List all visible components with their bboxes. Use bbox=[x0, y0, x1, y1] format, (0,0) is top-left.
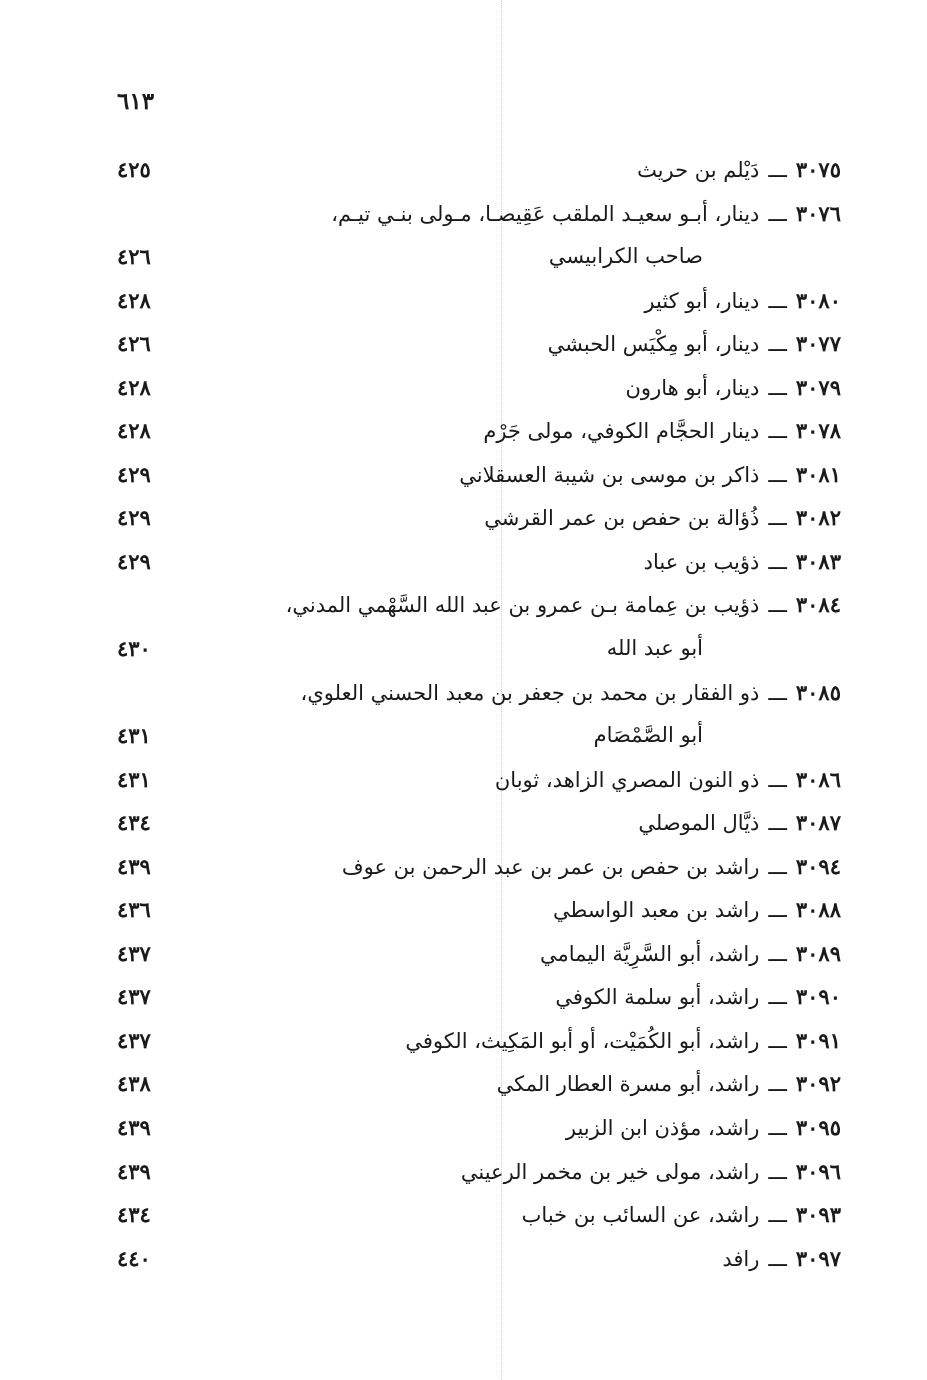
entry-continuation: أبو الصَّمْصَام bbox=[593, 723, 703, 748]
index-entry bbox=[0, 932, 927, 976]
entry-text bbox=[522, 1193, 841, 1238]
index-entry bbox=[0, 1019, 927, 1063]
index-entry bbox=[0, 148, 927, 192]
entry-separator: ـــ bbox=[768, 375, 787, 400]
entry-text bbox=[331, 192, 841, 237]
entry-page-number: ٤٣١ bbox=[117, 723, 151, 749]
entry-page-number: ٤٢٨ bbox=[117, 418, 151, 444]
entry-separator: ـــ bbox=[768, 898, 787, 923]
entry-page-number: ٤٢٥ bbox=[117, 157, 151, 182]
entry-name: ذو النون المصري الزاهد، ثوبان bbox=[494, 767, 760, 792]
entry-number: ٣٠٧٩ bbox=[795, 374, 841, 400]
entry-page-number: ٤٢٦ bbox=[117, 244, 151, 270]
entry-page-number: ٤٢٨ bbox=[117, 287, 151, 313]
entry-number: ٣٠٩٣ bbox=[795, 1202, 841, 1228]
index-entry bbox=[0, 279, 927, 323]
entry-text bbox=[638, 801, 841, 846]
entry-number: ٣٠٧٧ bbox=[795, 331, 841, 357]
entry-number: ٣٠٨٠ bbox=[795, 287, 841, 313]
entry-name: راشد، أبو سلمة الكوفي bbox=[555, 985, 760, 1010]
entry-text bbox=[484, 496, 841, 541]
entry-text bbox=[644, 540, 841, 585]
entry-page-number: ٤٣٧ bbox=[117, 1027, 151, 1053]
entry-number: ٣٠٩٤ bbox=[795, 853, 841, 879]
entry-number: ٣٠٧٨ bbox=[795, 418, 841, 444]
entry-number: ٣٠٩٧ bbox=[795, 1245, 841, 1271]
index-entry bbox=[0, 888, 927, 932]
entry-number: ٣٠٨٦ bbox=[795, 766, 841, 792]
entry-page-number: ٤٣٤ bbox=[117, 810, 151, 836]
entry-text bbox=[540, 932, 841, 977]
entry-separator: ـــ bbox=[768, 941, 787, 966]
entry-number: ٣٠٩٥ bbox=[795, 1115, 841, 1141]
entry-number: ٣٠٩٦ bbox=[795, 1158, 841, 1184]
entry-separator: ـــ bbox=[768, 985, 787, 1010]
entry-number: ٣٠٨٥ bbox=[795, 679, 841, 705]
entry-name: ذيَّال الموصلي bbox=[638, 811, 760, 836]
entry-name: ذُؤالة بن حفص بن عمر القرشي bbox=[484, 506, 760, 531]
entry-separator: ـــ bbox=[768, 767, 787, 792]
entry-name: راشد، مولى خير بن مخمر الرعيني bbox=[460, 1159, 760, 1184]
index-entry bbox=[0, 540, 927, 584]
entry-name: راشد، أبو السَّرِيَّة اليمامي bbox=[539, 941, 760, 966]
index-entry bbox=[0, 1150, 927, 1194]
index-entry bbox=[0, 758, 927, 802]
entry-number: ٣٠٩٠ bbox=[795, 984, 841, 1010]
entry-separator: ـــ bbox=[768, 811, 787, 836]
entry-page-number: ٤٣٤ bbox=[117, 1202, 151, 1228]
index-entry-continuation bbox=[0, 235, 927, 279]
entry-number: ٣٠٩١ bbox=[795, 1027, 841, 1053]
index-entry bbox=[0, 975, 927, 1019]
index-entry bbox=[0, 192, 927, 236]
entry-name: راشد بن معبد الواسطي bbox=[552, 898, 760, 923]
entry-page-number: ٤٢٩ bbox=[117, 461, 151, 487]
index-entry bbox=[0, 496, 927, 540]
page-number: ٦١٣ bbox=[117, 88, 155, 115]
entry-separator: ـــ bbox=[768, 1072, 787, 1097]
entry-name: دينار، أبـو سعيـد الملقب عَقِيصـا، مـولى بنـي تيـم، bbox=[331, 201, 760, 226]
entry-separator: ـــ bbox=[768, 332, 787, 357]
entry-page-number: ٤٣١ bbox=[117, 766, 151, 792]
entry-text bbox=[342, 845, 841, 890]
entry-page-number: ٤٤٠ bbox=[117, 1245, 151, 1271]
entry-text bbox=[553, 888, 841, 933]
entry-page-number: ٤٣٧ bbox=[117, 940, 151, 966]
entry-name: دينار، أبو هارون bbox=[625, 375, 760, 400]
entry-page-number: ٤٣٦ bbox=[117, 897, 151, 923]
entry-separator: ـــ bbox=[768, 680, 787, 705]
entry-separator: ـــ bbox=[768, 1159, 787, 1184]
index-entry bbox=[0, 801, 927, 845]
entry-page-number: ٤٢٦ bbox=[117, 331, 151, 357]
entry-separator: ـــ bbox=[768, 462, 787, 487]
entry-separator: ـــ bbox=[768, 1203, 787, 1228]
index-entry bbox=[0, 1193, 927, 1237]
entry-number: ٣٠٩٢ bbox=[795, 1071, 841, 1097]
entry-separator: ـــ bbox=[768, 1116, 787, 1141]
entry-separator: ـــ bbox=[768, 201, 787, 226]
entry-number: ٣٠٨٩ bbox=[795, 940, 841, 966]
entry-text bbox=[644, 279, 841, 324]
entry-number: ٣٠٧٥ bbox=[795, 157, 841, 182]
entry-name: دينار، أبو كثير bbox=[644, 288, 760, 313]
entry-page-number: ٤٣٩ bbox=[117, 1158, 151, 1184]
entry-page-number: ٤٣٧ bbox=[117, 984, 151, 1010]
entry-number: ٣٠٨٧ bbox=[795, 810, 841, 836]
entry-continuation: صاحب الكرابيسي bbox=[548, 244, 703, 269]
entry-name: دينار، أبو مِكْيَس الحبشي bbox=[547, 332, 760, 357]
entry-separator: ـــ bbox=[768, 593, 787, 618]
entry-text bbox=[405, 1019, 841, 1064]
entry-separator: ـــ bbox=[768, 419, 787, 444]
entry-text bbox=[722, 1237, 841, 1282]
entry-name: راشد، أبو مسرة العطار المكي bbox=[496, 1072, 760, 1097]
entry-name: دَيْلم بن حريث bbox=[637, 158, 760, 182]
entry-name: ذؤيب بن عِمامة بـن عمرو بن عبد الله السَّهْمي المدني، bbox=[285, 593, 760, 618]
index-entry bbox=[0, 1237, 927, 1281]
entry-text bbox=[548, 322, 841, 367]
entry-name: دينار الحجَّام الكوفي، مولى جَرْم bbox=[483, 419, 760, 444]
entry-page-number: ٤٣٩ bbox=[117, 1115, 151, 1141]
entry-name: ذاكر بن موسى بن شيبة العسقلاني bbox=[459, 462, 760, 487]
entry-text bbox=[461, 1150, 841, 1195]
entry-text bbox=[301, 671, 841, 716]
entry-text bbox=[566, 1106, 841, 1151]
entry-name: رافد bbox=[722, 1246, 760, 1271]
entry-page-number: ٤٢٩ bbox=[117, 548, 151, 574]
index-entry bbox=[0, 366, 927, 410]
entry-separator: ـــ bbox=[768, 1246, 787, 1271]
entry-separator: ـــ bbox=[768, 506, 787, 531]
index-entry bbox=[0, 409, 927, 453]
index-list bbox=[0, 148, 927, 1280]
entry-number: ٣٠٧٦ bbox=[795, 200, 841, 226]
index-entry-continuation bbox=[0, 627, 927, 671]
index-entry bbox=[0, 1062, 927, 1106]
entry-separator: ـــ bbox=[768, 549, 787, 574]
index-entry bbox=[0, 845, 927, 889]
entry-text bbox=[483, 409, 841, 454]
entry-name: راشد، أبو الكُمَيْت، أو أبو المَكِيث، الكوفي bbox=[405, 1028, 760, 1053]
entry-text bbox=[286, 583, 841, 628]
entry-text bbox=[495, 758, 841, 803]
entry-name: راشد، مؤذن ابن الزبير bbox=[565, 1116, 760, 1141]
entry-number: ٣٠٨٤ bbox=[795, 592, 841, 618]
entry-text bbox=[459, 453, 841, 498]
index-entry-continuation bbox=[0, 714, 927, 758]
entry-text bbox=[637, 148, 841, 193]
index-entry bbox=[0, 1106, 927, 1150]
index-entry bbox=[0, 453, 927, 497]
entry-number: ٣٠٨١ bbox=[795, 461, 841, 487]
entry-name: راشد بن حفص بن عمر بن عبد الرحمن بن عوف bbox=[341, 854, 760, 879]
entry-separator: ـــ bbox=[768, 854, 787, 879]
entry-name: ذو الفقار بن محمد بن جعفر بن معبد الحسني العلوي، bbox=[300, 680, 760, 705]
entry-page-number: ٤٣٩ bbox=[117, 853, 151, 879]
entry-separator: ـــ bbox=[768, 158, 787, 182]
entry-page-number: ٤٣٨ bbox=[117, 1071, 151, 1097]
entry-page-number: ٤٢٩ bbox=[117, 505, 151, 531]
entry-page-number: ٤٢٨ bbox=[117, 374, 151, 400]
index-entry bbox=[0, 671, 927, 715]
index-entry bbox=[0, 322, 927, 366]
entry-page-number: ٤٣٠ bbox=[117, 636, 151, 662]
entry-separator: ـــ bbox=[768, 1028, 787, 1053]
entry-text bbox=[497, 1062, 841, 1107]
entry-text bbox=[626, 366, 842, 411]
entry-name: ذؤيب بن عباد bbox=[643, 549, 760, 574]
entry-text bbox=[555, 975, 841, 1020]
index-entry bbox=[0, 583, 927, 627]
entry-number: ٣٠٨٢ bbox=[795, 505, 841, 531]
entry-number: ٣٠٨٣ bbox=[795, 548, 841, 574]
entry-separator: ـــ bbox=[768, 288, 787, 313]
entry-name: راشد، عن السائب بن خباب bbox=[521, 1203, 760, 1228]
entry-continuation: أبو عبد الله bbox=[606, 636, 703, 661]
entry-number: ٣٠٨٨ bbox=[795, 897, 841, 923]
